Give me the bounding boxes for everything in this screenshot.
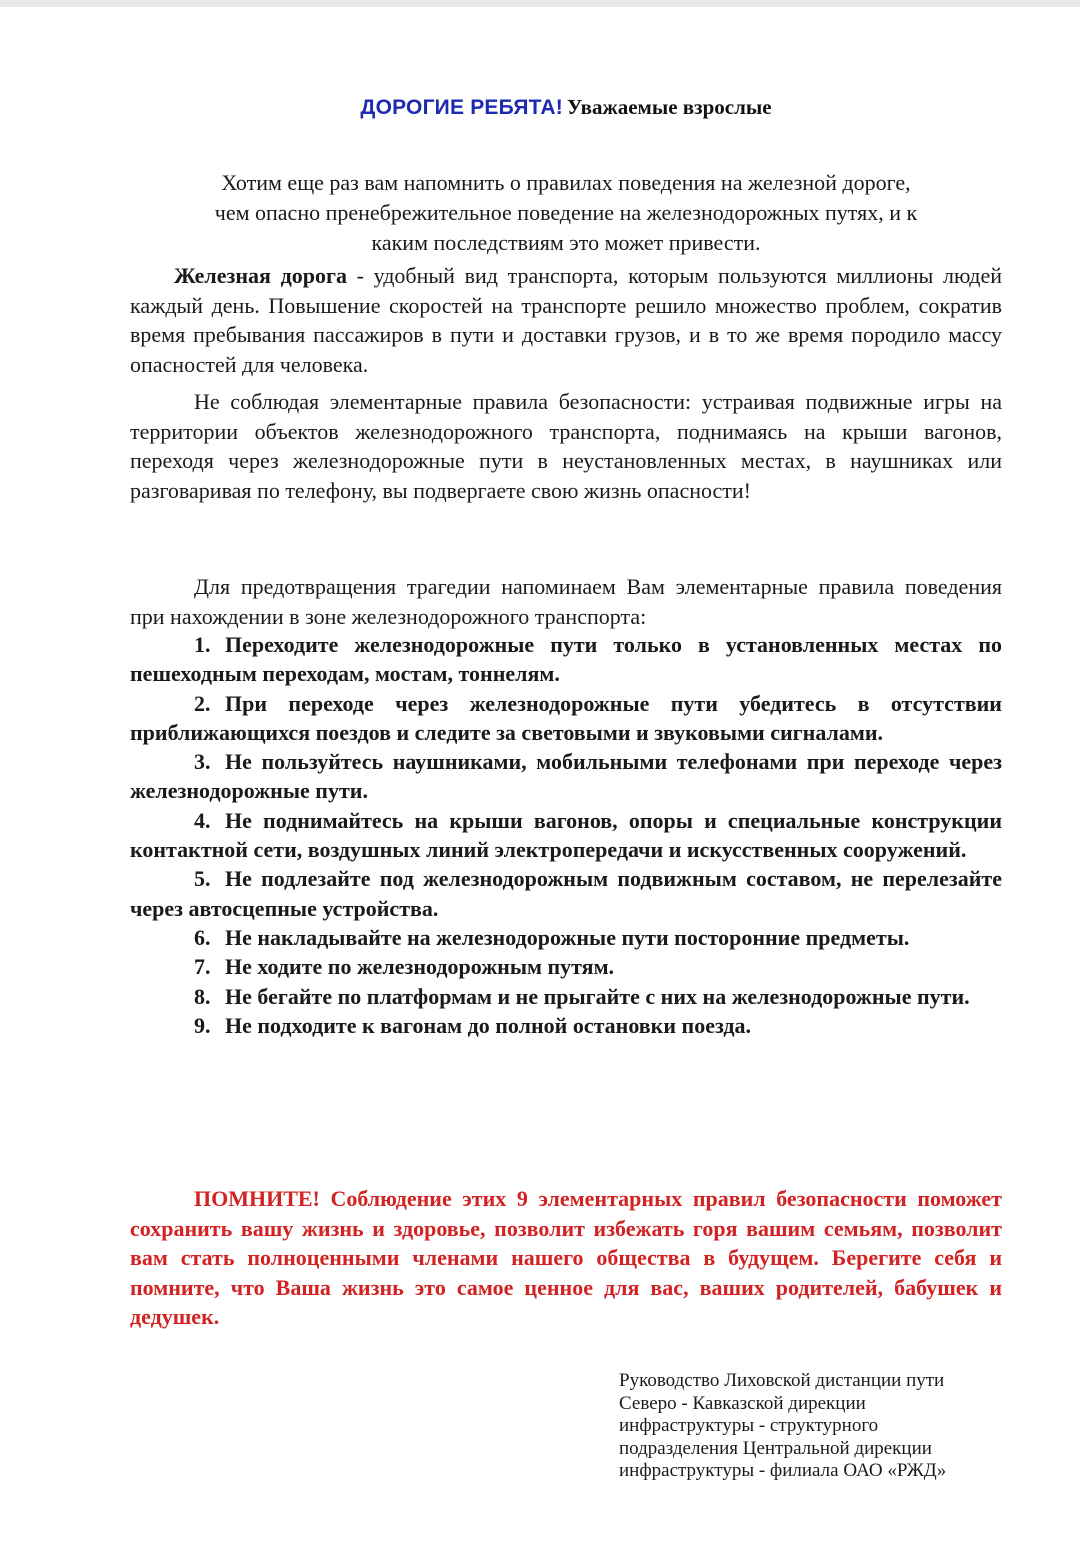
rule-text: Не подходите к вагонам до полной остановки поезда. [225, 1012, 752, 1038]
intro-line: Хотим еще раз вам напомнить о правилах поведения на железной дороге, [221, 170, 911, 195]
railway-text: - удобный вид транспорта, которым пользуются миллионы людей каждый день. Повышение скоростей на транспорте решило множество проблем, сократив время пребывания пассажиров в пути и доставки грузов, и в то же время породило массу опасностей для человека. [130, 263, 1003, 377]
page-title [130, 95, 1002, 120]
rules-list [130, 630, 1002, 1040]
rule-number: 2. [194, 690, 211, 716]
rule-number: 8. [194, 983, 211, 1009]
rule-item [130, 923, 1002, 952]
signature-line: подразделения Центральной дирекции [619, 1437, 932, 1459]
rule-text: Не подлезайте под железнодорожным подвижным составом, не перелезайте через автосцепные устройства. [130, 866, 1002, 921]
signature-line: инфраструктуры - структурного [619, 1415, 879, 1436]
railway-lead: Железная дорога [174, 263, 347, 288]
rule-text: Не бегайте по платформам и не прыгайте с них на железнодорожные пути. [225, 983, 970, 1009]
rule-item [130, 806, 1002, 865]
rule-item [130, 864, 1002, 923]
rule-item [130, 1011, 1002, 1040]
rule-number: 1. [194, 632, 211, 657]
intro-line: каким последствиям это может привести. [371, 230, 761, 255]
prevention-paragraph: Для предотвращения трагедии напоминаем Вам элементарные правила поведения при нахождении в зоне железнодорожного транспорта: [130, 574, 1002, 629]
rule-text: Не ходите по железнодорожным путям. [225, 954, 615, 980]
rule-item [130, 630, 1002, 689]
rule-item [130, 689, 1002, 748]
signature-line: Руководство Лиховской дистанции пути [619, 1370, 945, 1391]
signature-line: инфраструктуры - филиала ОАО «РЖД» [619, 1460, 947, 1481]
rule-number: 4. [194, 807, 211, 833]
signature-block [619, 1370, 1019, 1483]
rule-text: Не накладывайте на железнодорожные пути посторонние предметы. [225, 924, 910, 950]
railway-paragraph [130, 261, 1002, 379]
rule-text: При переходе через железнодорожные пути убедитесь в отсутствии приближающихся поездов и следите за световыми и звуковыми сигналами. [130, 690, 1002, 745]
rule-number: 7. [194, 954, 211, 980]
signature-line: Северо - Кавказской дирекции [619, 1392, 866, 1414]
rule-text: Переходите железнодорожные пути только в установленных местах по пешеходным переходам, мостам, тоннелям. [130, 632, 1002, 687]
rule-number: 9. [194, 1012, 211, 1038]
intro-line: чем опасно пренебрежительное поведение на железнодорожных путях, и к [214, 200, 918, 225]
title-greeting: ДОРОГИЕ РЕБЯТА! [360, 96, 563, 119]
viewer-top-bar [0, 0, 1080, 7]
danger-paragraph: Не соблюдая элементарные правила безопасности: устраивая подвижные игры на территории объектов железнодорожного транспорта, поднимаясь на крыши вагонов, переходя через железнодорожные пути в неустановленных местах, в наушниках или разговаривая по телефону, вы подвергаете свою жизнь опасности! [130, 389, 1002, 503]
rule-number: 6. [194, 924, 211, 950]
title-subtitle: Уважаемые взрослые [566, 95, 772, 119]
intro-paragraph [130, 168, 1002, 258]
rule-number: 5. [194, 866, 211, 892]
rule-item [130, 982, 1002, 1011]
rule-text: Не пользуйтесь наушниками, мобильными телефонами при переходе через железнодорожные пути. [130, 749, 1002, 804]
rule-item [130, 952, 1002, 981]
rule-item [130, 747, 1002, 806]
warning-paragraph: ПОМНИТЕ! Соблюдение этих 9 элементарных правил безопасности поможет сохранить вашу жизнь и здоровье, позволит избежать горя вашим семьям, позволит вам стать полноценными членами нашего общества в будущем. Берегите себя и помните, что Ваша жизнь это самое ценное для вас, ваших родителей, бабушек и дедушек. [130, 1186, 1002, 1329]
rule-number: 3. [194, 749, 211, 775]
rule-text: Не поднимайтесь на крыши вагонов, опоры и специальные конструкции контактной сети, воздушных линий электропередачи и искусственных сооружений. [130, 807, 1002, 863]
